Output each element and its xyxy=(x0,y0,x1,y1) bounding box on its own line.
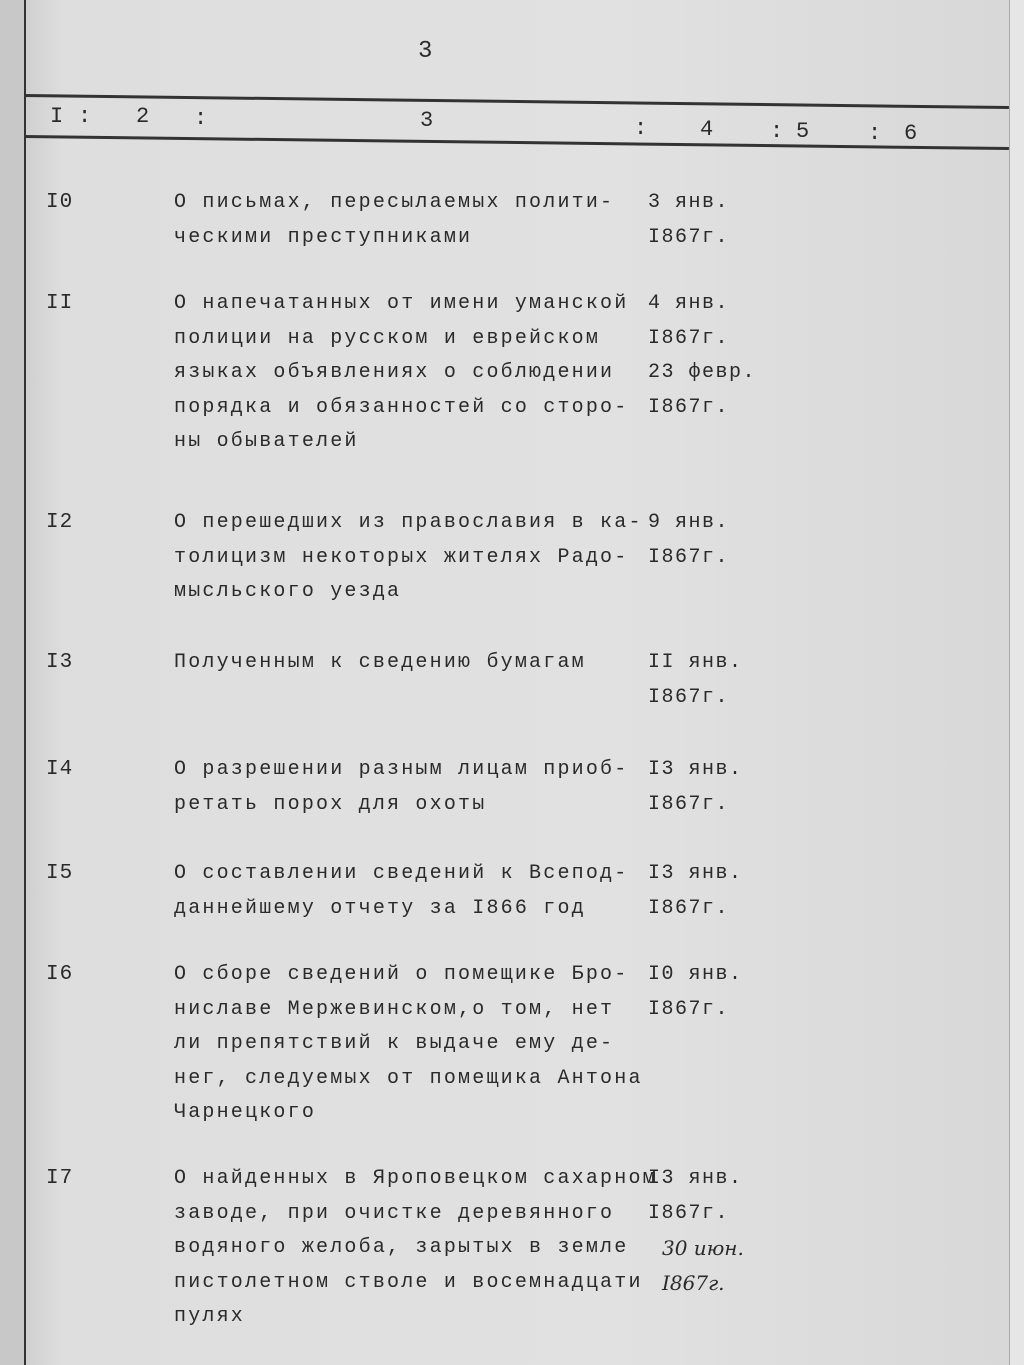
entry-dates xyxy=(648,287,756,425)
entry-date-line: I867г. xyxy=(662,1270,725,1295)
entry-title xyxy=(174,1162,657,1335)
entry-title-line: мысльского уезда xyxy=(174,580,402,603)
entry-date-line: I867г. xyxy=(648,326,730,350)
entry-date-line: 23 февр. xyxy=(648,361,757,384)
entry-title-line: порядка и обязанностей со сторо- xyxy=(174,395,629,419)
entry-date-line: I867г. xyxy=(648,792,730,816)
entry-title-line: Полученным к сведению бумагам xyxy=(174,651,586,674)
entry-date-line: I867г. xyxy=(648,685,730,709)
entry-title-line: ческими преступниками xyxy=(174,225,473,249)
header-col-6: 6 xyxy=(904,121,918,146)
entry-dates xyxy=(648,186,729,255)
entry-title-line: О составлении сведений к Всепод- xyxy=(174,862,629,885)
entry-title-line: водяного желоба, зарытых в земле xyxy=(174,1236,629,1259)
entry-title-line: полиции на русском и еврейском xyxy=(174,326,601,350)
entry-title-line: даннейшему отчету за I866 год xyxy=(174,896,586,920)
header-col-4: 4 xyxy=(700,117,714,142)
entry-title-line: О разрешении разным лицам приоб- xyxy=(174,758,629,781)
entry-number: I3 xyxy=(46,651,74,674)
page-edge xyxy=(1009,0,1024,1365)
entry-date-line: 4 янв. xyxy=(648,292,730,315)
entry-title-line: О письмах, пересылаемых полити- xyxy=(174,191,615,214)
entry-dates xyxy=(648,506,729,575)
entry-date-line: 9 янв. xyxy=(648,511,730,534)
entry-date-line: 3 янв. xyxy=(648,191,730,214)
entry-date-line: I3 янв. xyxy=(648,862,743,885)
entry-title-line: ны обывателей xyxy=(174,430,359,453)
entry-date-line: I867г. xyxy=(648,1201,730,1225)
entry-number: I7 xyxy=(46,1167,74,1190)
entry-number: I5 xyxy=(46,862,74,885)
entry-title-line: пистолетном стволе и восемнадцати xyxy=(174,1270,643,1294)
entry-date-line: 30 июн. xyxy=(662,1236,744,1260)
entry-date-line: I867г. xyxy=(648,997,730,1021)
entry-title xyxy=(174,646,586,681)
header-sep: : xyxy=(770,119,784,144)
entry-dates xyxy=(648,958,743,1027)
entry-date-line: I867г. xyxy=(648,896,730,920)
entry-dates xyxy=(648,646,743,715)
entry-title xyxy=(174,287,628,460)
entry-number: I0 xyxy=(46,191,74,214)
entry-dates xyxy=(648,857,743,926)
entry-number: I4 xyxy=(46,758,74,781)
entry-title-line: ли препятствий к выдаче ему де- xyxy=(174,1032,615,1055)
entry-title xyxy=(174,753,628,822)
entry-dates xyxy=(648,753,743,822)
entry-title-line: ретать порох для охоты xyxy=(174,792,487,816)
entry-title-line: толицизм некоторых жителях Радо- xyxy=(174,545,629,569)
entry-date-line: I0 янв. xyxy=(648,963,743,986)
entry-number: II xyxy=(46,292,74,315)
entry-title-line: О сборе сведений о помещике Бро- xyxy=(174,963,629,986)
entry-title xyxy=(174,857,628,926)
binding-edge xyxy=(0,0,26,1365)
entry-number: I6 xyxy=(46,963,74,986)
entry-title xyxy=(174,958,643,1131)
entry-title-line: О напечатанных от имени уманской xyxy=(174,292,629,315)
header-col-3: 3 xyxy=(420,108,434,133)
entry-date-line: I867г. xyxy=(648,395,730,419)
entry-title-line: заводе, при очистке деревянного xyxy=(174,1201,615,1225)
header-sep: : xyxy=(634,116,648,141)
entry-date-line: II янв. xyxy=(648,651,743,674)
header-col-5: 5 xyxy=(796,119,810,144)
entry-date-line: I3 янв. xyxy=(648,1167,743,1190)
header-col-2: 2 xyxy=(136,104,150,129)
header-sep: : xyxy=(868,121,882,146)
entry-date-line: I867г. xyxy=(648,225,730,249)
entry-title xyxy=(174,506,643,610)
entry-date-line: I3 янв. xyxy=(648,758,743,781)
entry-title-line: Чарнецкого xyxy=(174,1101,317,1124)
entry-number: I2 xyxy=(46,511,74,534)
entry-dates xyxy=(648,1162,744,1300)
header-sep: : xyxy=(194,106,208,131)
header-sep: : xyxy=(78,104,92,129)
entry-title-line: О перешедших из православия в ка- xyxy=(174,511,643,534)
entry-title-line: языках объявлениях о соблюдении xyxy=(174,361,615,384)
entry-title-line: нег, следуемых от помещика Антона xyxy=(174,1066,643,1090)
page-number: 3 xyxy=(418,38,433,65)
entry-title-line: пулях xyxy=(174,1305,246,1328)
entry-title-line: О найденных в Яроповецком сахарном xyxy=(174,1167,657,1190)
entry-title xyxy=(174,186,614,255)
entry-date-line: I867г. xyxy=(648,545,730,569)
entry-title-line: ниславе Мержевинском,о том, нет xyxy=(174,997,615,1021)
header-col-1: I xyxy=(50,104,64,129)
